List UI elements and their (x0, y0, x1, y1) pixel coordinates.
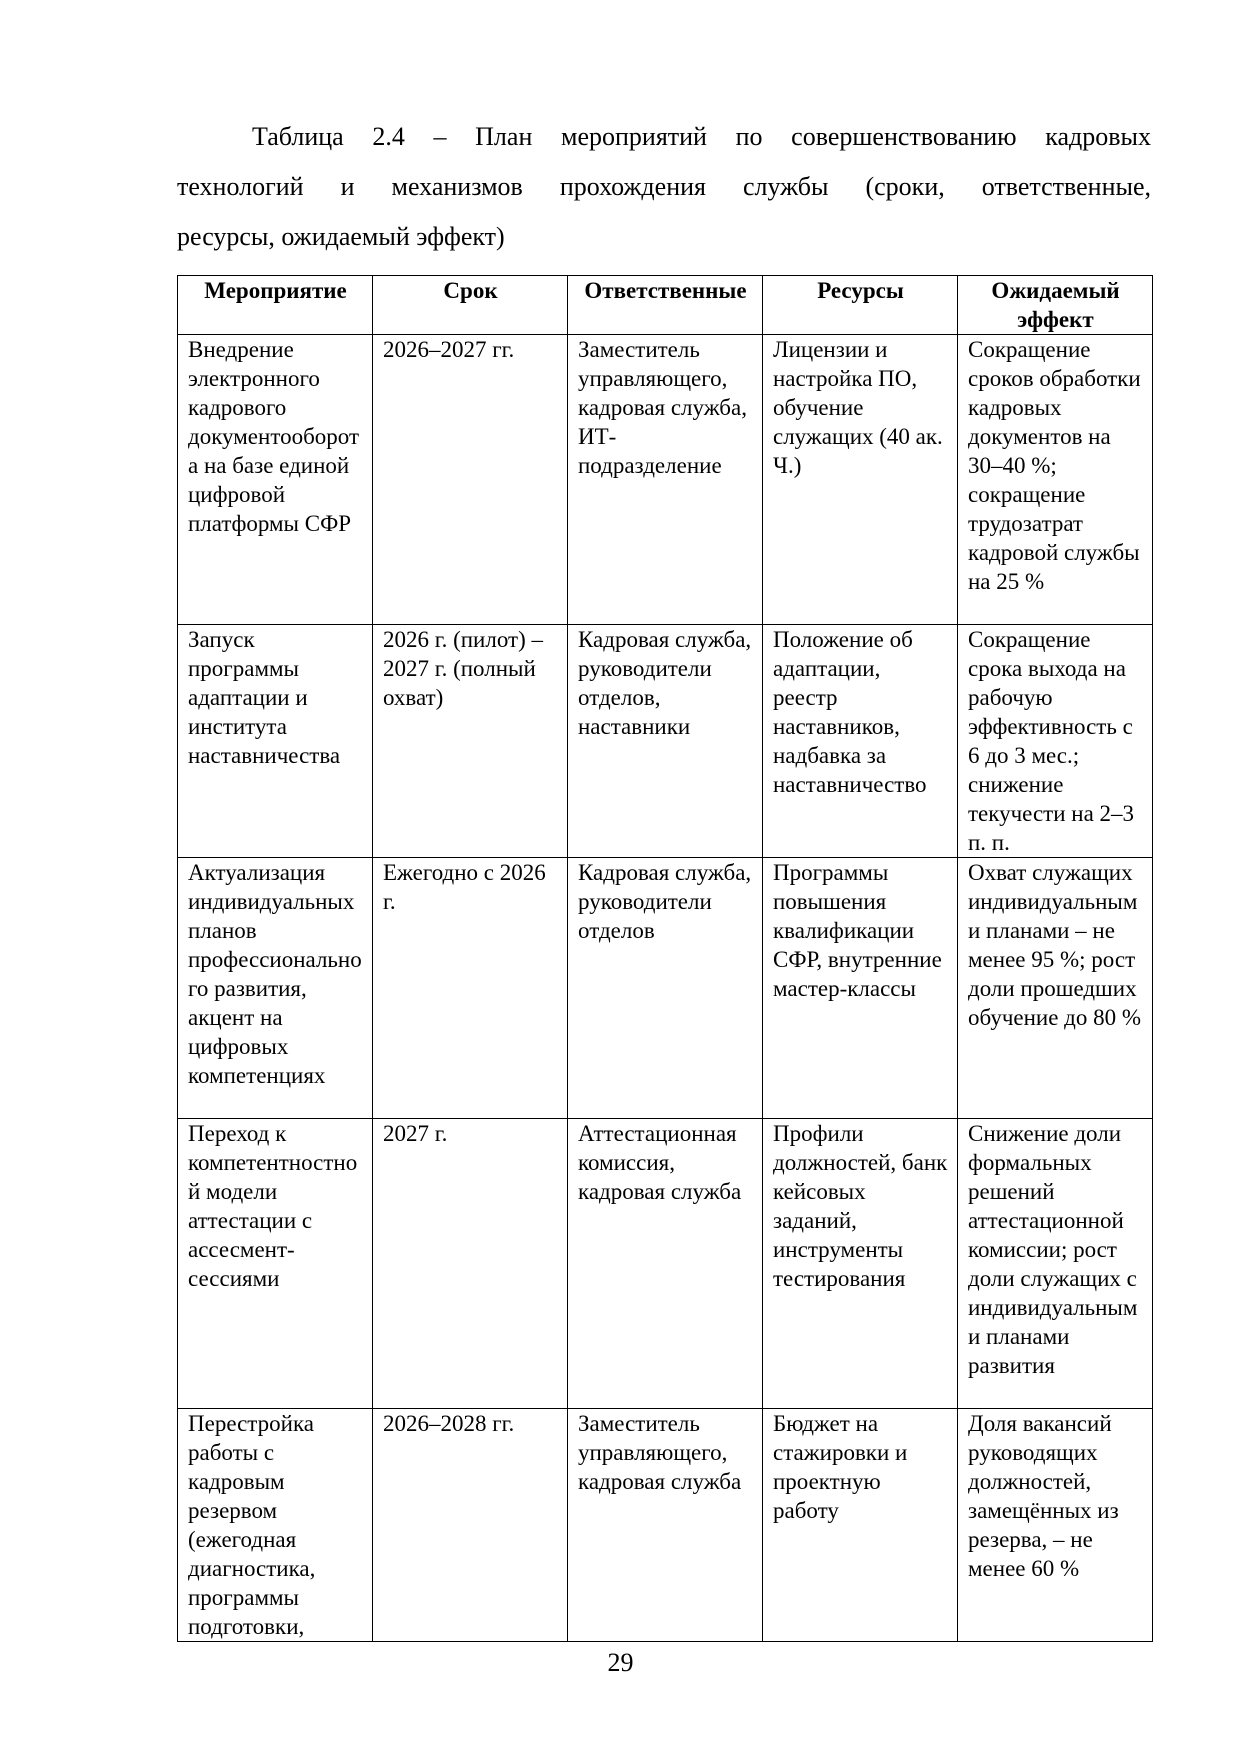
cell-term: Ежегодно с 2026 г. (373, 858, 568, 1119)
table-row (178, 858, 1153, 1119)
caption-line-2: технологий и механизмов прохождения службы (сроки, ответственные, (177, 172, 1151, 201)
header-responsible: Ответственные (568, 276, 763, 335)
cell-resources: Положение об адаптации, реестр наставников, надбавка за наставничество (763, 625, 958, 858)
cell-effect: Сокращение сроков обработки кадровых документов на 30–40 %; сокращение трудозатрат кадровой службы на 25 % (958, 335, 1153, 625)
caption-line-1: Таблица 2.4 – План мероприятий по совершенствованию кадровых (252, 122, 1151, 151)
header-term: Срок (373, 276, 568, 335)
cell-effect: Доля вакансий руководящих должностей, замещённых из резерва, – не менее 60 % (958, 1409, 1153, 1642)
cell-effect: Снижение доли формальных решений аттестационной комиссии; рост доли служащих с индивидуальными планами развития (958, 1119, 1153, 1409)
table-header-row (178, 276, 1153, 335)
cell-term: 2026 г. (пилот) – 2027 г. (полный охват) (373, 625, 568, 858)
cell-measure: Переход к компетентностной модели аттестации с ассесмент-сессиями (178, 1119, 373, 1409)
cell-measure: Перестройка работы с кадровым резервом (ежегодная диагностика, программы подготовки, (178, 1409, 373, 1642)
cell-measure: Актуализация индивидуальных планов профессионального развития, акцент на цифровых компетенциях (178, 858, 373, 1119)
table-row (178, 1409, 1153, 1642)
cell-effect: Сокращение срока выхода на рабочую эффективность с 6 до 3 мес.; снижение текучести на 2–3 п. п. (958, 625, 1153, 858)
cell-measure: Внедрение электронного кадрового документооборота на базе единой цифровой платформы СФР (178, 335, 373, 625)
cell-resources: Программы повышения квалификации СФР, внутренние мастер-классы (763, 858, 958, 1119)
cell-term: 2027 г. (373, 1119, 568, 1409)
header-effect: Ожидаемый эффект (958, 276, 1153, 335)
table-row (178, 335, 1153, 625)
table-row (178, 625, 1153, 858)
table-row (178, 1119, 1153, 1409)
cell-measure: Запуск программы адаптации и института наставничества (178, 625, 373, 858)
cell-resources: Профили должностей, банк кейсовых заданий, инструменты тестирования (763, 1119, 958, 1409)
cell-responsible: Кадровая служба, руководители отделов (568, 858, 763, 1119)
caption-line-3: ресурсы, ожидаемый эффект) (177, 222, 505, 251)
cell-term: 2026–2028 гг. (373, 1409, 568, 1642)
page-number: 29 (607, 1648, 634, 1677)
cell-term: 2026–2027 гг. (373, 335, 568, 625)
cell-effect: Охват служащих индивидуальными планами – не менее 95 %; рост доли прошедших обучение до 80 % (958, 858, 1153, 1119)
header-measure: Мероприятие (178, 276, 373, 335)
header-resources: Ресурсы (763, 276, 958, 335)
cell-responsible: Заместитель управляющего, кадровая служба, ИТ-подразделение (568, 335, 763, 625)
cell-responsible: Аттестационная комиссия, кадровая служба (568, 1119, 763, 1409)
measures-table (177, 275, 1153, 1642)
cell-resources: Лицензии и настройка ПО, обучение служащих (40 ак. Ч.) (763, 335, 958, 625)
cell-resources: Бюджет на стажировки и проектную работу (763, 1409, 958, 1642)
cell-responsible: Заместитель управляющего, кадровая служба (568, 1409, 763, 1642)
table-caption (177, 112, 1151, 262)
cell-responsible: Кадровая служба, руководители отделов, наставники (568, 625, 763, 858)
